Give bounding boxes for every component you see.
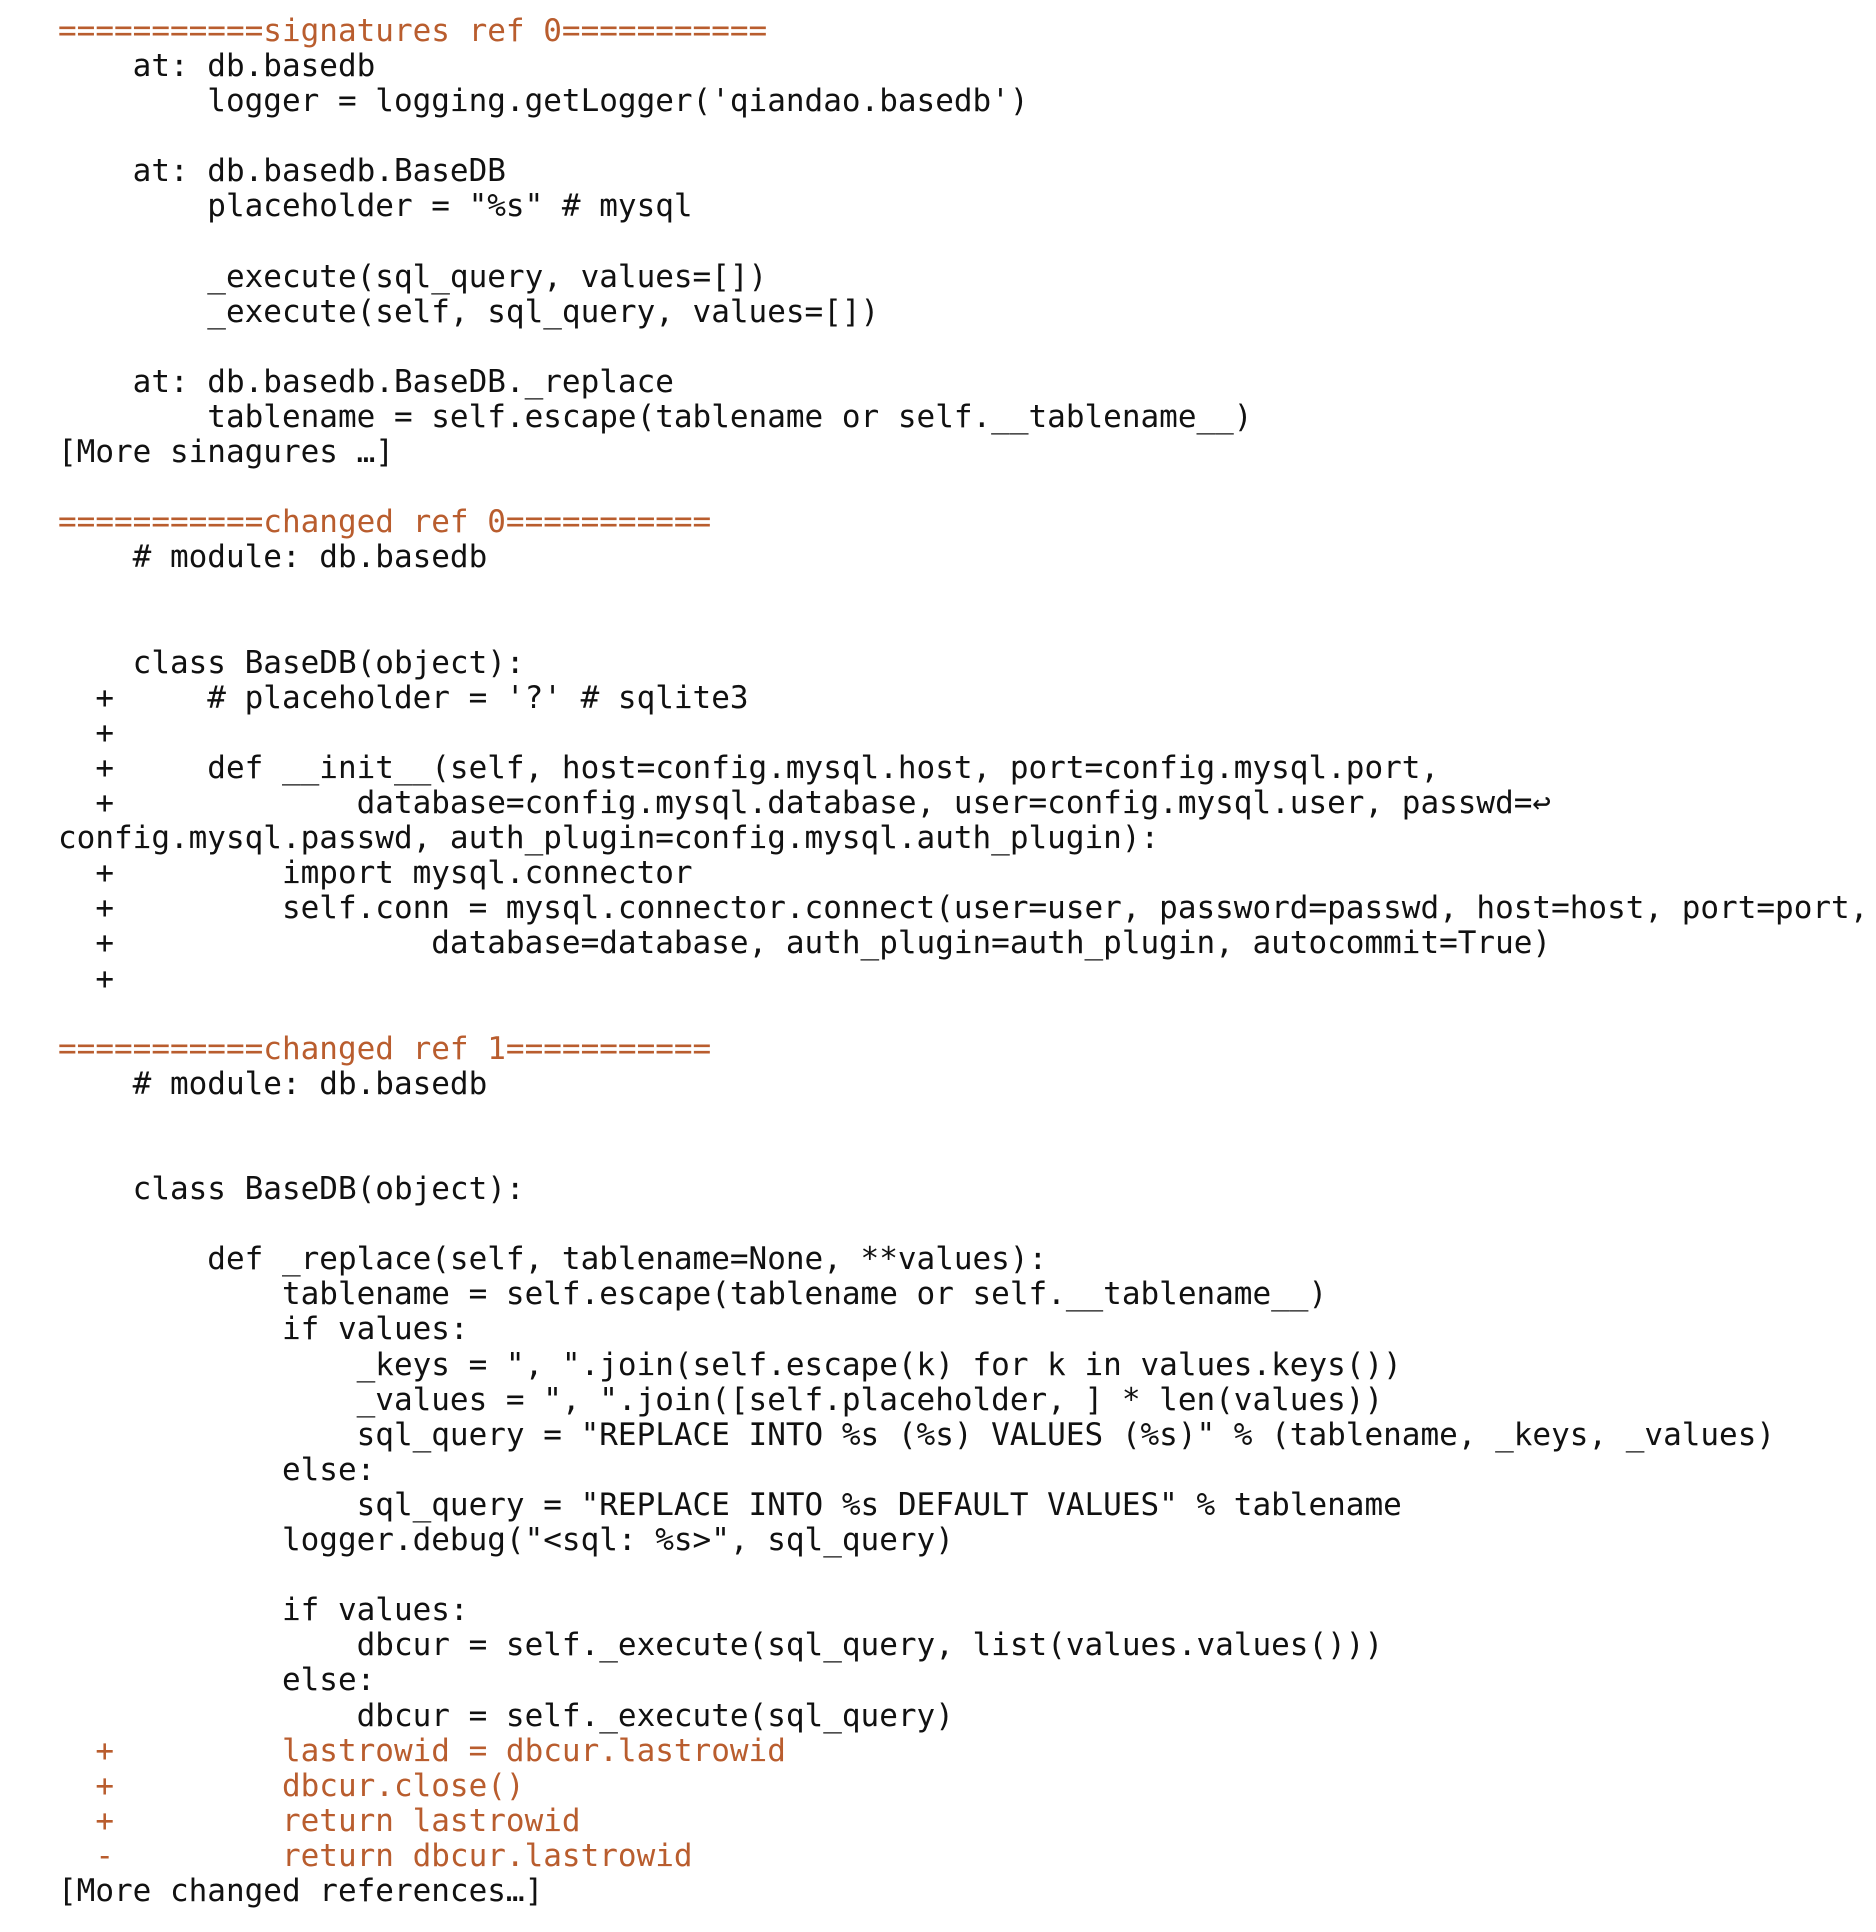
blank-line (58, 225, 1858, 260)
code-line: # module: db.basedb (58, 539, 488, 576)
code-line: sql_query = "REPLACE INTO %s (%s) VALUES (%s)" % (tablename, _keys, _values) (58, 1416, 1776, 1453)
code-line: _keys = ", ".join(self.escape(k) for k in values.keys()) (58, 1346, 1402, 1383)
code-line: tablename = self.escape(tablename or self.__tablename__) (58, 399, 1253, 436)
code-line: _execute(sql_query, values=[]) (58, 258, 768, 295)
code-line: else: (58, 1662, 376, 1699)
diff-line: + lastrowid = dbcur.lastrowid (58, 1732, 786, 1769)
blank-line (58, 997, 1858, 1032)
code-line: if values: (58, 1311, 469, 1348)
code-line: _execute(self, sql_query, values=[]) (58, 293, 880, 330)
code-line: + database=config.mysql.database, user=config.mysql.user, passwd=↩ (58, 785, 1552, 822)
code-line: + database=database, auth_plugin=auth_plugin, autocommit=True) (58, 925, 1552, 962)
code-line: _values = ", ".join([self.placeholder, ] * len(values)) (58, 1381, 1384, 1418)
code-line: logger.debug("<sql: %s>", sql_query) (58, 1522, 954, 1559)
code-line: if values: (58, 1592, 469, 1629)
section-header: ===========changed ref 0=========== (58, 504, 712, 541)
code-line: dbcur = self._execute(sql_query, list(values.values())) (58, 1627, 1384, 1664)
code-line: sql_query = "REPLACE INTO %s DEFAULT VALUES" % tablename (58, 1486, 1402, 1523)
code-line: dbcur = self._execute(sql_query) (58, 1697, 954, 1734)
code-line: logger = logging.getLogger('qiandao.basedb') (58, 83, 1029, 120)
diff-line: + return lastrowid (58, 1802, 581, 1839)
diff-line: + dbcur.close() (58, 1767, 525, 1804)
blank-line (58, 330, 1858, 365)
code-line: + def __init__(self, host=config.mysql.host, port=config.mysql.port, (58, 749, 1440, 786)
code-line: + (58, 960, 114, 997)
blank-line (58, 1102, 1858, 1137)
code-line: tablename = self.escape(tablename or self.__tablename__) (58, 1276, 1328, 1313)
code-line: placeholder = "%s" # mysql (58, 188, 693, 225)
blank-line (58, 1137, 1858, 1172)
code-line: config.mysql.passwd, auth_plugin=config.mysql.auth_plugin): (58, 820, 1160, 857)
code-line: at: db.basedb.BaseDB._replace (58, 363, 674, 400)
code-document (58, 13, 1869, 1909)
blank-line (58, 1558, 1858, 1593)
code-line: class BaseDB(object): (58, 644, 525, 681)
code-line: + (58, 714, 114, 751)
code-line: # module: db.basedb (58, 1065, 488, 1102)
diff-line: - return dbcur.lastrowid (58, 1837, 693, 1874)
code-line: else: (58, 1451, 376, 1488)
blank-line (58, 119, 1858, 154)
code-line: class BaseDB(object): (58, 1171, 525, 1208)
more-link-text: [More changed references…] (58, 1872, 544, 1909)
code-line: + import mysql.connector (58, 855, 693, 892)
code-line: at: db.basedb (58, 48, 376, 85)
blank-line (58, 611, 1858, 646)
blank-line (58, 1207, 1858, 1242)
blank-line (58, 576, 1858, 611)
code-line: at: db.basedb.BaseDB (58, 153, 506, 190)
code-line: + # placeholder = '?' # sqlite3 (58, 679, 749, 716)
section-header: ===========signatures ref 0=========== (58, 13, 768, 49)
more-link-text: [More sinagures …] (58, 434, 394, 471)
code-line: + self.conn = mysql.connector.connect(user=user, password=passwd, host=host, port=port, (58, 890, 1869, 927)
blank-line (58, 470, 1858, 505)
section-header: ===========changed ref 1=========== (58, 1030, 712, 1067)
code-line: def _replace(self, tablename=None, **values): (58, 1241, 1048, 1278)
